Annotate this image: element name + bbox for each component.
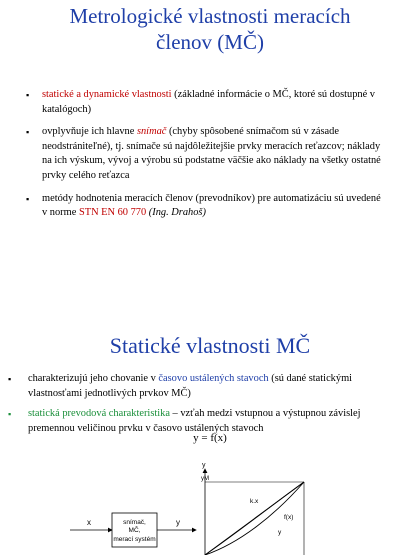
sensor-influence-text: (chyby spôsobené snímačom sú v zásade neodstrániteľné), tj. snímače sú najdôležitejšie prvky meracích reťazcov; náklady na ich výskum, vývoj a výrobu sú podstatne väčšie ako náklady na všetky ostatné prvky celého reťazca: [42, 126, 381, 181]
output-label: y: [176, 518, 180, 527]
bullet-marker: ▪: [8, 374, 12, 384]
slide-title-static-properties: Statické vlastnosti MČ: [109, 333, 311, 358]
y-axis-label: y: [202, 462, 206, 469]
bullet-marker: ▪: [26, 90, 30, 100]
static-dynamic-text: (základné informácie o MČ, ktoré sú dostupné v katalógoch): [42, 89, 375, 115]
slide-title-metrological-properties: [0, 3, 420, 55]
metrological-bullet-list: [26, 88, 387, 229]
sensor-block-line1: snímač,: [123, 519, 146, 526]
bullet-marker: ▪: [8, 409, 12, 420]
steady-states-text: (sú dané statickými vlastnosťami jednotlivých prvkov MČ): [28, 373, 353, 399]
bullet-sensor-influence: [26, 125, 387, 183]
third-curve-label: y: [278, 529, 282, 536]
linear-curve-label: k.x: [250, 498, 259, 505]
sensor-block-line2: MČ,: [128, 527, 141, 534]
title-line-2: členov (MČ): [156, 30, 264, 54]
bullet-marker: ▪: [26, 127, 30, 138]
sensor-influence-prefix: ovplyvňuje ich hlavne: [42, 126, 137, 138]
sensor-word: snímač: [136, 126, 167, 138]
author-reference: (Ing. Drahoš): [146, 207, 206, 219]
transfer-characteristic-diagram: [0, 455, 420, 555]
transfer-formula: y = f(x): [193, 432, 227, 444]
bullet-evaluation-methods: [26, 192, 387, 221]
bullet-static-dynamic: [26, 88, 387, 117]
standard-reference: STN EN 60 770: [78, 207, 147, 219]
transfer-characteristic-text: – vzťah medzi vstupnou a výstupnou závislej premennou veličinou prvku v časovo ustálených stavoch: [28, 408, 361, 434]
evaluation-methods-prefix: metódy hodnotenia meracích členov (prevodníkov) pre automatizáciu sú uvedené v norme: [42, 192, 381, 219]
bullet-marker: ▪: [26, 193, 30, 204]
nonlinear-curve-label: f(x): [284, 514, 294, 521]
input-label: x: [87, 518, 91, 527]
bullet-steady-states: [8, 372, 388, 401]
static-dynamic-highlight: statické a dynamické vlastnosti: [42, 89, 172, 100]
transfer-characteristic-highlight: statická prevodová charakteristika: [28, 408, 170, 420]
steady-states-highlight: časovo ustálených stavoch: [158, 373, 269, 384]
y-max-label: yM: [201, 476, 209, 482]
sensor-block-line3: merací systém: [113, 536, 156, 543]
steady-states-prefix: charakterizujú jeho chovanie v: [28, 373, 159, 384]
title-line-1: Metrologické vlastnosti meracích: [69, 4, 351, 28]
